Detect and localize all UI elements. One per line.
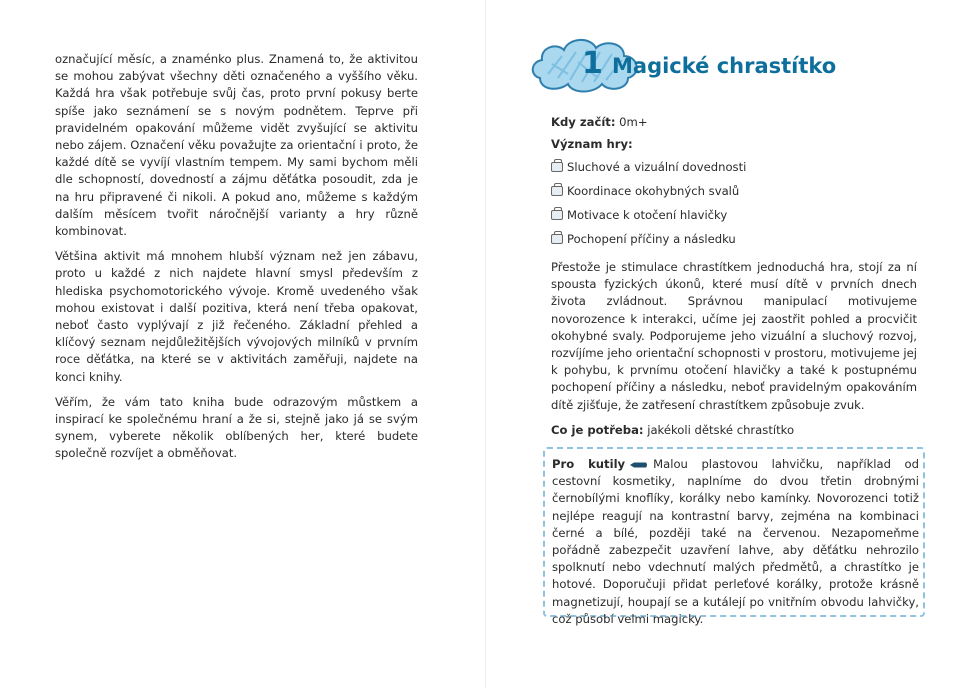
activity-number: 1: [582, 46, 603, 81]
diy-tip-text: Malou plastovou lahvičku, například od cestovní kosmetiky, naplníme do dvou třetin drobnými černobílými knoflíky, korálky nebo kamínky. Novorozenci totiž nejlépe reagují na kontrastní barvy, zejména na kombinaci černé a bílé, později také na červenou. Nezapomeňme pořádně zabezpečit uzavření lahve, aby děťátku nehrozilo spolknutí nebo vdechnutí malých předmětů, a chrastítko je hotové. Doporučuji přidat perleťové korálky, protože krásně magnetizují, houpají se a kutálejí po vnitřním obvodu lahvičky, což působí velmi magicky.: [552, 457, 919, 626]
toy-block-icon: [551, 162, 563, 172]
skills-list: [551, 155, 917, 251]
meaning-label: Význam hry:: [551, 137, 633, 151]
diy-tip: [552, 456, 919, 628]
needed-label: Co je potřeba:: [551, 422, 644, 437]
activity-title: [528, 34, 848, 96]
left-paragraph-2: Většina aktivit má mnohem hlubší význam než jen zábavu, proto u každé z nich najdete hlavní smysl především z hlediska psychomotorického vývoje. Kromě uvedeného však mohou existovat i další pozitiva, která není třeba opakovat, neboť často vyplývají z již řečeného. Základní přehled a klíčový seznam nejdůležitějších vývojových milníků v prvním roce děťátka, na které se v aktivitách zaměřuji, najdete na konci knihy.: [55, 249, 418, 384]
left-paragraph-1: označující měsíc, a znaménko plus. Znamená to, že aktivitou se mohou zabývat všechny děti označeného a vyššího věku. Každá hra však potřebuje svůj čas, proto první pokusy berte spíše jako seznámení se s novým podnětem. Teprve při pravidelném opakování můžeme vidět zvyšující se aktivitu nebo zájem. Označení věku považujte za orientační i proto, že každé dítě se vyvíjí vlastním tempem. My sami bychom měli dle schopností, dovedností a zájmu děťátka posoudit, zda je na hru připravené či nikoli. A pokud ano, můžeme s každým dalším měsícem tvořit náročnější varianty a hry různě kombinovat.: [55, 52, 418, 239]
right-page-body: [551, 114, 917, 445]
start-age: [551, 114, 917, 131]
toy-block-icon: [551, 234, 563, 244]
diy-tip-box: [543, 447, 925, 626]
activity-title-text: Magické chrastítko: [612, 54, 837, 78]
needed-items: [551, 422, 917, 439]
toy-block-icon: [551, 210, 563, 220]
left-paragraph-3: Věřím, že vám tato kniha bude odrazovým můstkem a inspirací ke společnému hraní a že si, stejně jako já se svým synem, vyberete několik oblíbených her, které budete společně rozvíjet a obměňovat.: [55, 394, 418, 461]
left-page-body: [55, 51, 418, 471]
diy-tip-label: Pro kutily: [552, 457, 626, 471]
list-item: Motivace k otočení hlavičky: [551, 203, 917, 227]
activity-description: Přestože je stimulace chrastítkem jednoduchá hra, stojí za ní spousta fyzických úkonů, které musí dítě v prvních dnech života zvládnout. Správnou manipulací motivujeme novorozence k interakci, učíme jej zaostřit pohled a procvičit okohybné svaly. Podporujeme jeho vizuální a sluchový rozvoj, rozvíjíme jeho orientační schopnosti v prostoru, motivujeme jej k pohybu, k prvnímu otočení hlavičky a také k postupnému pochopení příčiny a následku, neboť pravidelným opakováním dítě zjišťuje, že zatřesení chrastítkem způsobuje zvuk.: [551, 260, 917, 412]
list-item: Koordinace okohybných svalů: [551, 179, 917, 203]
start-age-value: 0m+: [619, 115, 648, 129]
needed-value: jakékoli dětské chrastítko: [647, 422, 795, 437]
pen-icon: [629, 461, 649, 469]
list-item: Pochopení příčiny a následku: [551, 227, 917, 251]
list-item: Sluchové a vizuální dovednosti: [551, 155, 917, 179]
start-age-label: Kdy začít:: [551, 115, 616, 129]
toy-block-icon: [551, 186, 563, 196]
